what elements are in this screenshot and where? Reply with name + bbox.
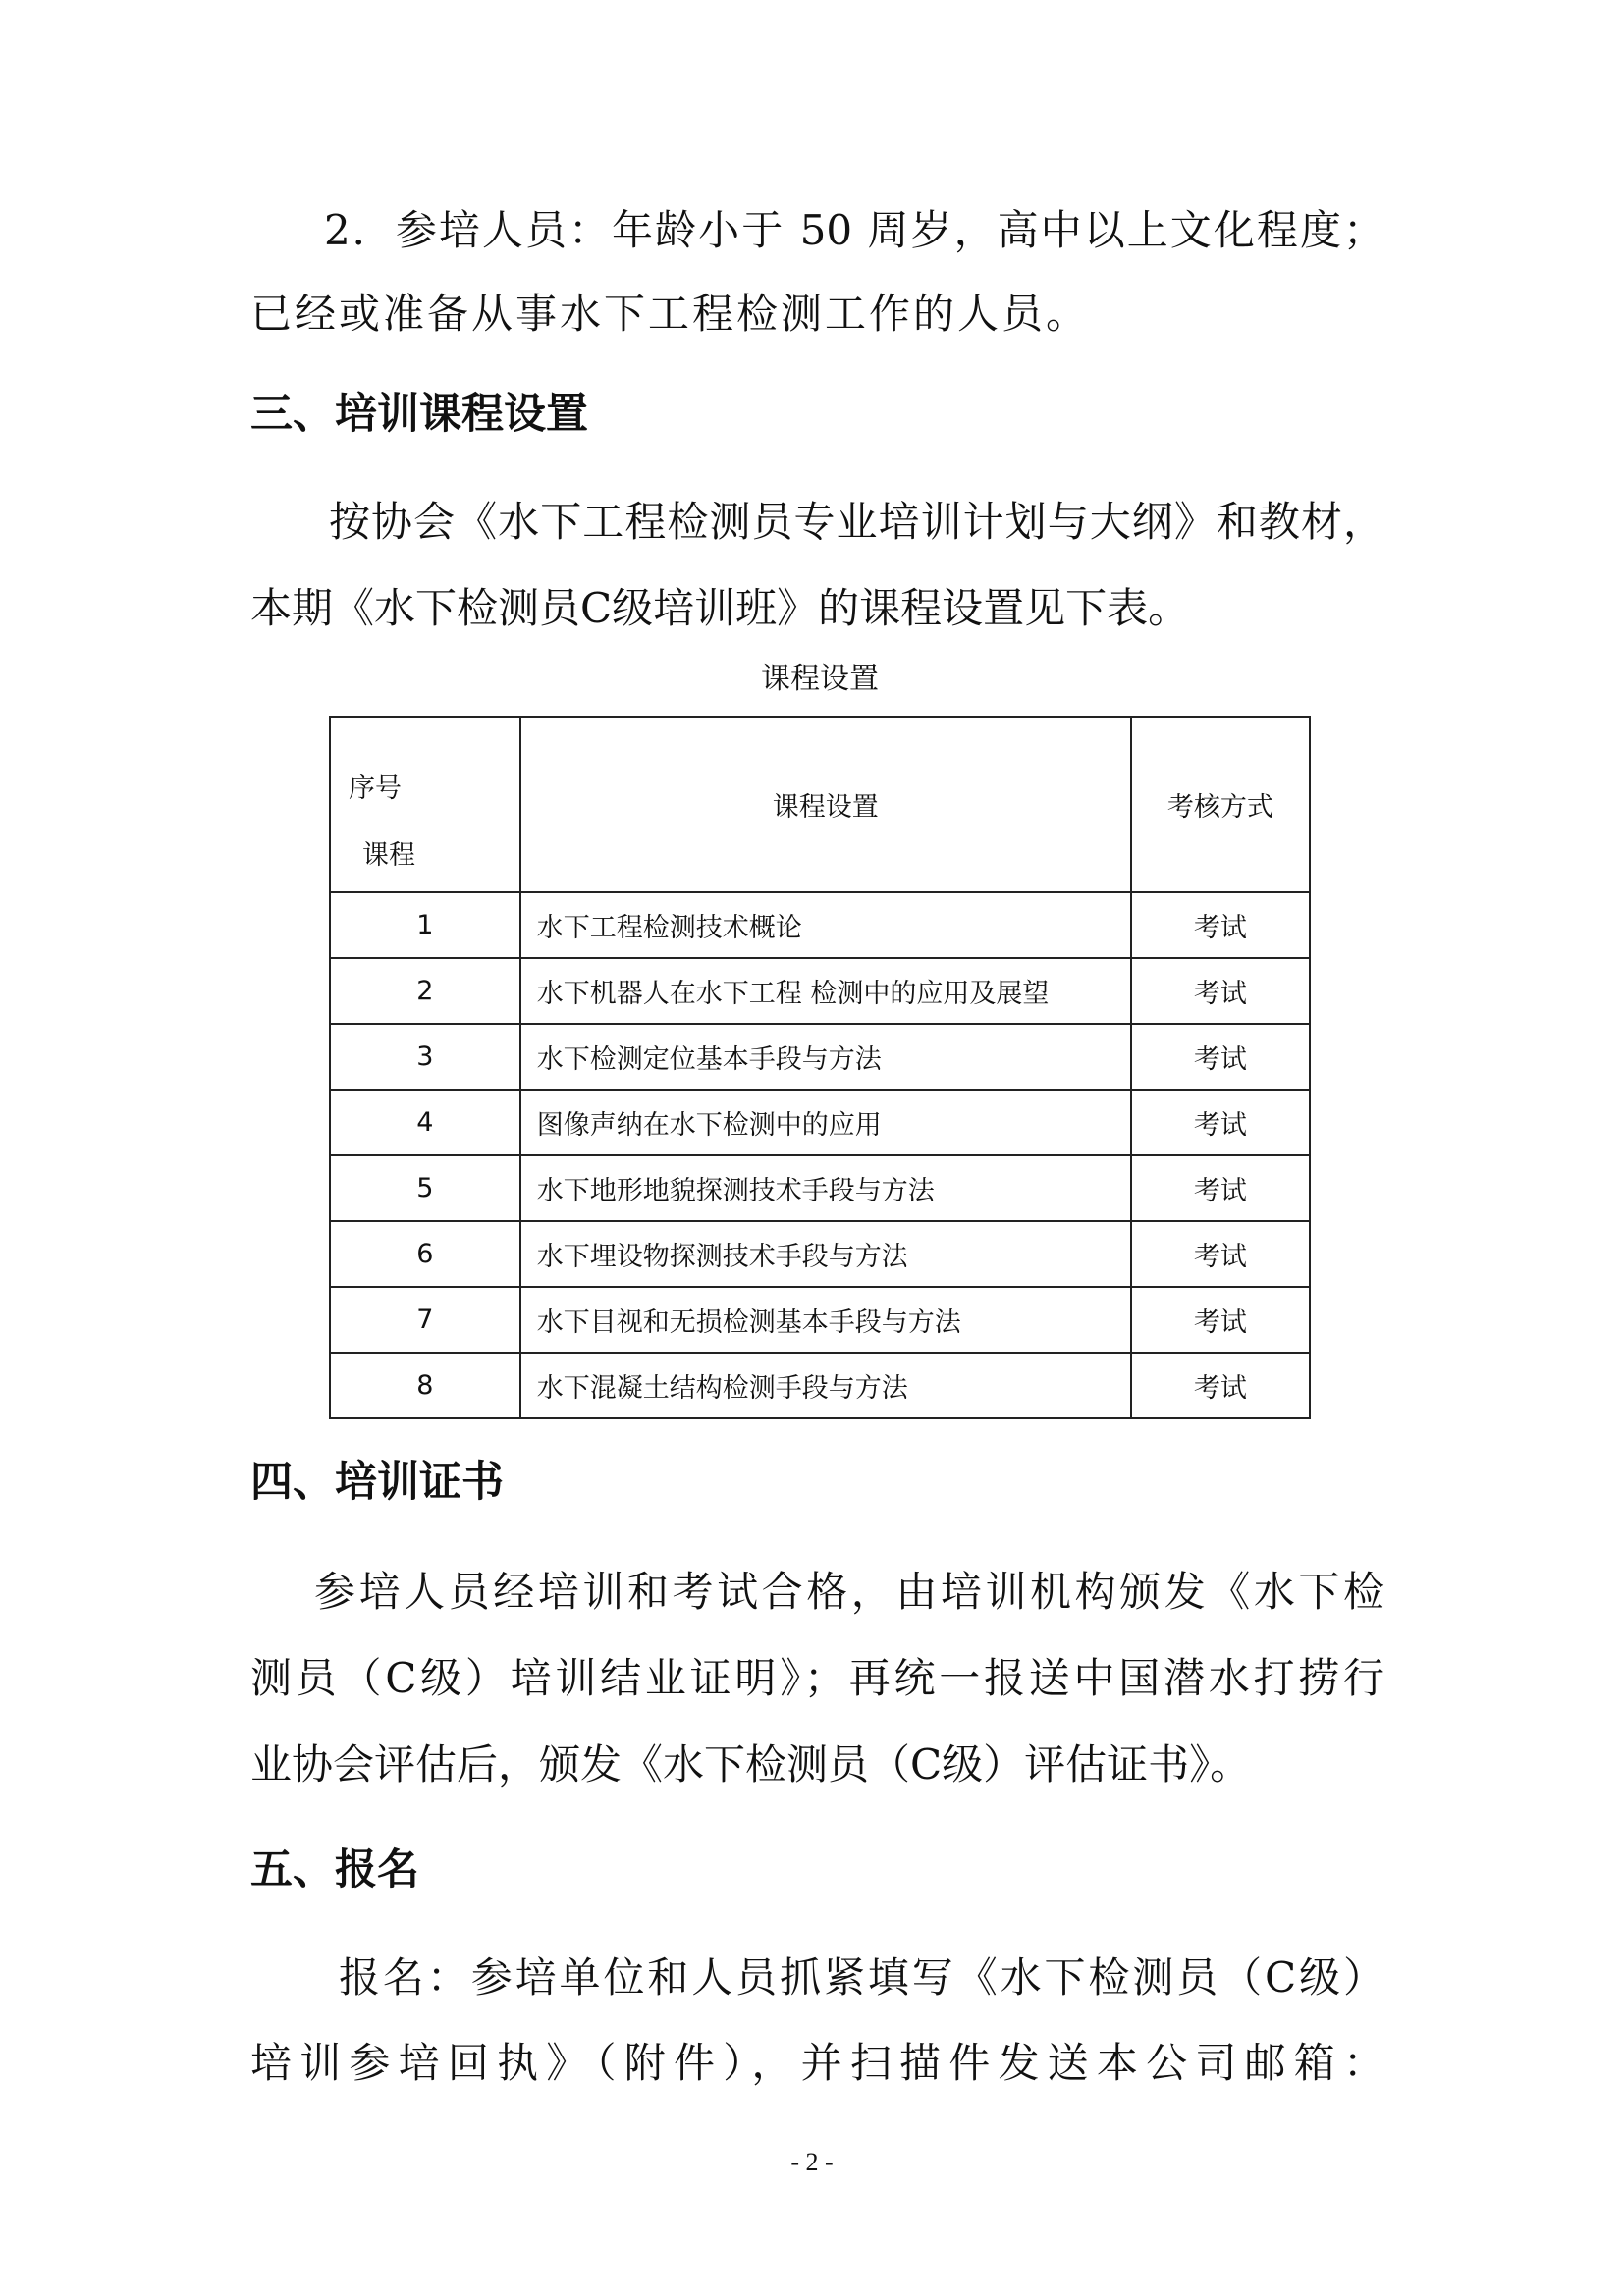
section3-paragraph-line-2: 本期《水下检测员C级培训班》的课程设置见下表。 [250, 584, 1190, 632]
section5-line-1: 报名：参培单位和人员抓紧填写《水下检测员（C级） [339, 1953, 1384, 2002]
row-course-name: 水下混凝土结构检测手段与方法 [520, 1353, 1131, 1418]
table-row [330, 1353, 1310, 1418]
page-number: - 2 - [790, 2148, 834, 2176]
row-assessment-method: 考试 [1131, 1090, 1310, 1155]
row-course-name: 图像声纳在水下检测中的应用 [520, 1090, 1131, 1155]
header-course-setting: 课程设置 [520, 717, 1131, 892]
row-index: 8 [330, 1353, 520, 1418]
row-course-name: 水下检测定位基本手段与方法 [520, 1024, 1131, 1090]
header-index-label: 序号 [349, 774, 402, 804]
section2-line-2: 已经或准备从事水下工程检测工作的人员。 [250, 290, 1091, 338]
row-index: 5 [330, 1155, 520, 1221]
row-course-name: 水下地形地貌探测技术手段与方法 [520, 1155, 1131, 1221]
section5-line-2: 培训参培回执》（附件），并扫描件发送本公司邮箱： [250, 2039, 1384, 2087]
table-row [330, 1024, 1310, 1090]
section4-line-1: 参培人员经培训和考试合格，由培训机构颁发《水下检 [314, 1568, 1384, 1616]
table-row [330, 1155, 1310, 1221]
row-index: 7 [330, 1287, 520, 1353]
table-caption: 课程设置 [761, 662, 879, 696]
table-row [330, 958, 1310, 1024]
row-index: 3 [330, 1024, 520, 1090]
table-row [330, 1090, 1310, 1155]
row-assessment-method: 考试 [1131, 1353, 1310, 1418]
row-index: 1 [330, 892, 520, 958]
row-index: 6 [330, 1221, 520, 1287]
row-assessment-method: 考试 [1131, 958, 1310, 1024]
row-course-name: 水下目视和无损检测基本手段与方法 [520, 1287, 1131, 1353]
header-course-label: 课程 [362, 840, 415, 871]
section2-line-1: 2．参培人员：年龄小于 50 周岁，高中以上文化程度； [324, 206, 1384, 254]
section3-heading: 三、培训课程设置 [250, 390, 588, 439]
row-index: 4 [330, 1090, 520, 1155]
row-index: 2 [330, 958, 520, 1024]
row-assessment-method: 考试 [1131, 1221, 1310, 1287]
header-index-course-cell [330, 717, 520, 892]
section4-heading: 四、培训证书 [250, 1458, 504, 1507]
course-table [329, 716, 1311, 1419]
header-assessment-method: 考核方式 [1131, 717, 1310, 892]
row-course-name: 水下工程检测技术概论 [520, 892, 1131, 958]
row-assessment-method: 考试 [1131, 1024, 1310, 1090]
row-assessment-method: 考试 [1131, 1155, 1310, 1221]
section3-paragraph-line-1: 按协会《水下工程检测员专业培训计划与大纲》和教材， [329, 498, 1384, 546]
row-assessment-method: 考试 [1131, 1287, 1310, 1353]
table-row [330, 892, 1310, 958]
row-course-name: 水下埋设物探测技术手段与方法 [520, 1221, 1131, 1287]
section4-line-2: 测员（C级）培训结业证明》；再统一报送中国潜水打捞行 [250, 1654, 1384, 1702]
row-assessment-method: 考试 [1131, 892, 1310, 958]
table-row [330, 1221, 1310, 1287]
table-row [330, 1287, 1310, 1353]
section4-line-3: 业协会评估后，颁发《水下检测员（C级）评估证书》。 [250, 1740, 1252, 1789]
row-course-name: 水下机器人在水下工程 检测中的应用及展望 [520, 958, 1131, 1024]
table-header-row [330, 717, 1310, 892]
section5-heading: 五、报名 [250, 1845, 419, 1895]
